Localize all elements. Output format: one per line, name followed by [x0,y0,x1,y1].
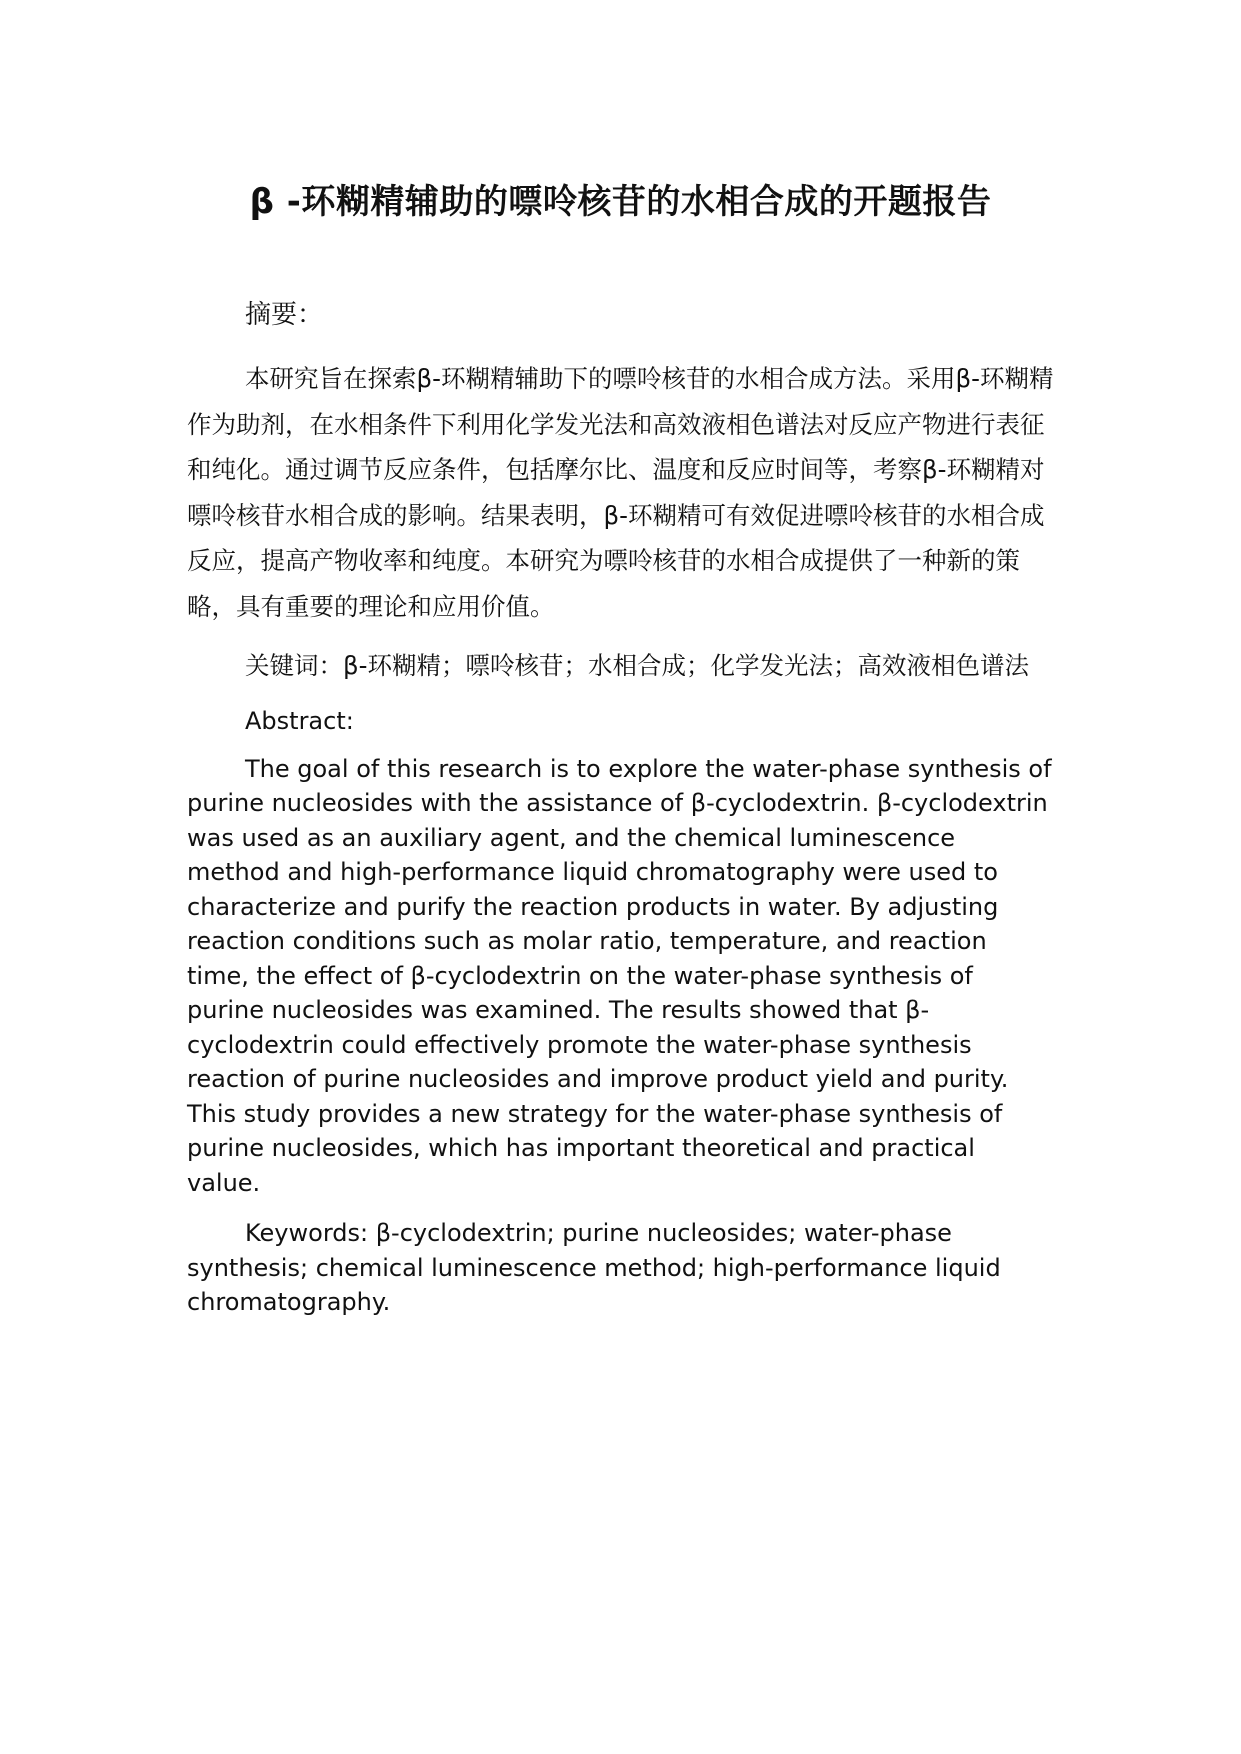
document-content [187,292,1055,1320]
chinese-abstract-body: 本研究旨在探索β-环糊精辅助下的嘌呤核苷的水相合成方法。采用β-环糊精作为助剂，在水相条件下利用化学发光法和高效液相色谱法对反应产物进行表征和纯化。通过调节反应条件，包括摩尔比、温度和反应时间等，考察β-环糊精对嘌呤核苷水相合成的影响。结果表明，β-环糊精可有效促进嘌呤核苷的水相合成反应，提高产物收率和纯度。本研究为嘌呤核苷的水相合成提供了一种新的策略，具有重要的理论和应用价值。 [187,364,1054,621]
document-title: β -环糊精辅助的嘌呤核苷的水相合成的开题报告 [249,182,992,222]
english-keywords: Keywords: β-cyclodextrin; purine nucleosides; water-phase synthesis; chemical luminescence method; high-performance liquid chromatography. [187,1219,1001,1316]
english-abstract-body: The goal of this research is to explore the water-phase synthesis of purine nucleosides with the assistance of β-cyclodextrin. β-cyclodextrin was used as an auxiliary agent, and the chemical luminescence method and high-performance liquid chromatography were used to characterize and purify the reaction products in water. By adjusting reaction conditions such as molar ratio, temperature, and reaction time, the effect of β-cyclodextrin on the water-phase synthesis of purine nucleosides was examined. The results showed that β-cyclodextrin could effectively promote the water-phase synthesis reaction of purine nucleosides and improve product yield and purity. This study provides a new strategy for the water-phase synthesis of purine nucleosides, which has important theoretical and practical value. [187,754,1052,1197]
chinese-keywords: 关键词：β-环糊精；嘌呤核苷；水相合成；化学发光法；高效液相色谱法 [245,651,1029,680]
chinese-abstract-label: 摘要： [245,300,324,330]
english-abstract-label: Abstract: [245,706,354,735]
